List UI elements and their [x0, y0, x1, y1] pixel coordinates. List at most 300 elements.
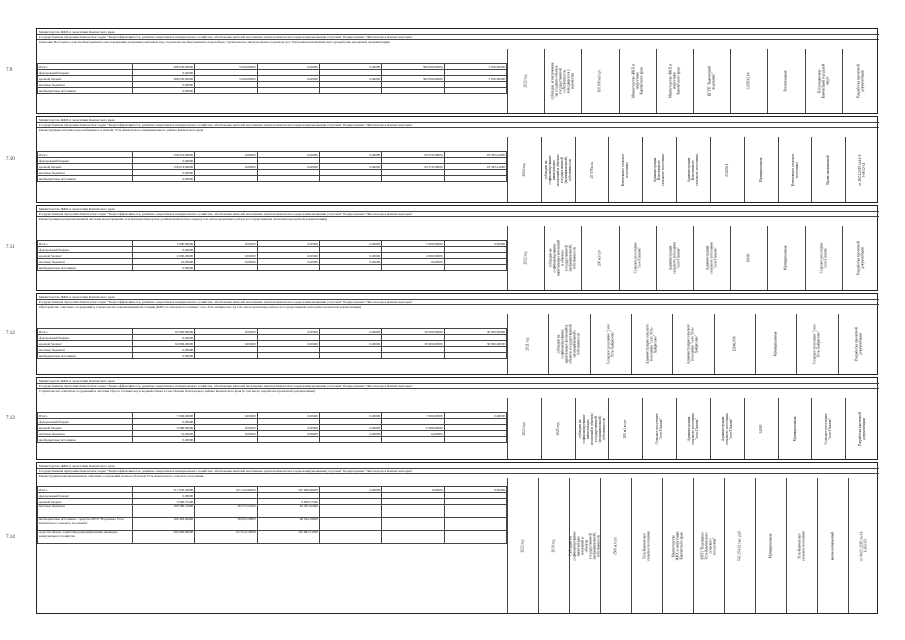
- fund-source-label: внебюджетные источники: [38, 437, 133, 443]
- attribute-cell: [744, 398, 778, 459]
- amount-cell: 300 000,00000: [382, 76, 444, 82]
- attribute-text: Муниципальная: [758, 157, 763, 182]
- ministry-line: Министерство ЖКХ и энергетики Камчатского края: [39, 464, 115, 468]
- fund-source-label: Итого: [38, 329, 133, 335]
- amount-cell: 308 050,00000: [132, 76, 194, 82]
- amount-cell: 308 050,00000: [132, 64, 194, 70]
- attribute-text: 200 м3 в сут: [623, 419, 628, 438]
- amount-cell: 5 000,00000: [195, 64, 257, 70]
- fund-source-label: Итого: [38, 64, 133, 70]
- attribute-text: 200 м3/сут: [597, 249, 602, 267]
- row-separator: [37, 304, 879, 305]
- amount-cell: [257, 437, 319, 443]
- attribute-cell: [541, 398, 575, 459]
- amount-cell: [444, 176, 506, 182]
- amount-cell: [319, 88, 381, 94]
- attribute-text: Сельское поселение "село Пахачи": [633, 242, 642, 274]
- attribute-cell: [710, 398, 744, 459]
- amount-cell: [444, 505, 506, 518]
- amount-cell: [257, 265, 319, 271]
- attribute-text: Администрация Ключевского сельского поселения: [653, 153, 666, 186]
- attribute-text: 3309542,04: [746, 72, 751, 90]
- amount-cell: 3 050,00000: [444, 64, 506, 70]
- attribute-text: от 04.03.2019 № 41-1-262-19: [859, 530, 868, 561]
- attribute-cell: [845, 398, 879, 459]
- attribute-text: Петропавловск-Камчатский городской округ: [817, 63, 830, 99]
- project-description: Строительство очистных сооружений и системы сброса сточных вод в водный объект в селе Пахачи Олюторского района Камчатского края (в том числе разработка проектной документации): [39, 389, 316, 393]
- attribute-text: Муниципальная: [773, 331, 778, 357]
- attribute-text: 34000: [758, 424, 763, 433]
- attribute-text: Администрация сельского поселения "село Усть-Хайрюзово": [686, 323, 699, 365]
- amount-cell: 30 000,00000: [382, 341, 444, 347]
- amount-cell: [319, 265, 381, 271]
- table-row: [38, 505, 507, 518]
- amount-cell: 60 000,00000: [132, 329, 194, 335]
- fund-source-label: внебюджетные источники - средства МУП "Водоканал Усть-Камчатского сельского поселения": [38, 518, 133, 531]
- attribute-cell: [796, 314, 837, 374]
- attribute-text: Администрация сельского поселения "село Пахачи": [686, 412, 699, 445]
- attribute-text: Разработка проектной документации: [856, 241, 865, 275]
- amount-cell: 0,00000: [132, 437, 194, 443]
- row-separator: [37, 34, 879, 35]
- attribute-cell: [656, 49, 693, 113]
- attribute-text: Сельское поселение "село Усть-Хайрюзово": [606, 323, 615, 365]
- table-row: [38, 265, 507, 271]
- amount-cell: 0,00000: [257, 76, 319, 82]
- amount-cell: 0,00000: [257, 64, 319, 70]
- attribute-text: 2025 год: [555, 422, 560, 435]
- fund-source-label: местные бюджеты: [38, 170, 133, 176]
- amount-cell: 10,00000: [132, 259, 194, 265]
- attribute-cell: [842, 226, 879, 290]
- attribute-cell: [805, 49, 842, 113]
- amount-cell: 9 966,37200: [257, 499, 319, 505]
- amount-cell: [319, 505, 381, 518]
- ministry-line: Министерство ЖКХ и энергетики Камчатского края: [39, 118, 115, 122]
- amount-cell: [444, 88, 506, 94]
- amount-cell: 0,00000: [319, 341, 381, 347]
- fund-source-label: Итого: [38, 413, 133, 419]
- attribute-cell: [730, 49, 767, 113]
- amount-cell: [195, 353, 257, 359]
- amount-cell: 0,00000: [444, 413, 506, 419]
- amount-cell: 0,00000: [132, 170, 194, 176]
- attribute-cell: [767, 49, 804, 113]
- project-block: [36, 293, 878, 375]
- fund-source-label: местные бюджеты: [38, 505, 133, 518]
- attribute-cell: [507, 314, 548, 374]
- attribute-cell: [619, 49, 656, 113]
- amount-cell: 106 483,49400: [132, 518, 194, 531]
- amount-cell: 0,00000: [444, 241, 506, 247]
- attribute-text: Усть-Камчатское сельское поселение: [642, 530, 651, 561]
- row-separator: [37, 39, 879, 40]
- amount-cell: 0,00000: [195, 241, 257, 247]
- amount-cell: [319, 518, 381, 531]
- table-row: [38, 88, 507, 94]
- amount-cell: 5 000,00000: [195, 76, 257, 82]
- attribute-text: Министерство ЖКХ и энергетики Камчатского края: [671, 531, 684, 560]
- program-line: Государственная программа Камчатского края "Энергоэффективность, развитие энергетики и коммунального хозяйства, обеспечение жителей населенных пунктов Камчатского края коммунальными услугами" Подпрограмма "Чистая вода в Камчатском крае": [39, 212, 413, 216]
- amount-cell: 30 000,00000: [382, 329, 444, 335]
- row-separator: [37, 127, 879, 128]
- attribute-text: вновь начинаемый: [830, 531, 835, 560]
- amount-cell: 10,00000: [382, 259, 444, 265]
- amount-cell: [195, 176, 257, 182]
- amount-cell: 158 674,99000: [132, 152, 194, 158]
- amount-cell: [319, 176, 381, 182]
- fund-source-label: краевой бюджет: [38, 164, 133, 170]
- attribute-cell: [838, 314, 879, 374]
- amount-cell: 0,00000: [132, 247, 194, 253]
- amount-cell: 0,00000: [319, 241, 381, 247]
- amount-cell: 0,00000: [257, 341, 319, 347]
- attribute-cell: [656, 226, 693, 290]
- amount-cell: 0,00000: [257, 413, 319, 419]
- attribute-text: Администрация сельского поселения "село Пахачи": [705, 242, 718, 274]
- attribute-text: 100 000 м3/сут: [597, 69, 602, 93]
- amount-cell: 9 966,37200: [132, 499, 194, 505]
- ministry-line: Министерство ЖКХ и энергетики Камчатского края: [39, 207, 115, 211]
- amount-cell: 7 000,00000: [132, 413, 194, 419]
- fund-source-label: федеральный бюджет: [38, 247, 133, 253]
- attribute-cell: [817, 478, 848, 613]
- amount-cell: 60 000,00000: [132, 341, 194, 347]
- amount-cell: [382, 518, 444, 531]
- attribute-cell: [507, 226, 544, 290]
- program-line: Государственная программа Камчатского края "Энергоэффективность, развитие энергетики и коммунального хозяйства, обеспечение жителей населенных пунктов Камчатского края коммунальными услугами" Подпрограмма "Чистая вода в Камчатском крае": [39, 300, 413, 304]
- amount-cell: 14,00000: [382, 431, 444, 437]
- amount-cell: 100 580,72000: [132, 505, 194, 518]
- amount-cell: 0,00000: [382, 487, 444, 493]
- amount-cell: [382, 176, 444, 182]
- attribute-text: Ключевское сельское поселение: [790, 153, 799, 186]
- attribute-cell: [842, 49, 879, 113]
- amount-cell: [319, 353, 381, 359]
- attribute-text: Администрация сельского поселения "село Пахачи": [720, 412, 733, 445]
- attribute-cell: [767, 226, 804, 290]
- attribute-text: Министерство ЖКХ и энергетики Камчатского края: [668, 63, 681, 99]
- fund-source-label: краевой бюджет: [38, 253, 133, 259]
- amount-cell: 0,00000: [195, 259, 257, 265]
- attribute-cell: [608, 398, 642, 459]
- amount-cell: 0,00000: [257, 253, 319, 259]
- attribute-text: Разработка проектной документации: [858, 411, 867, 446]
- fund-source-label: внебюджетные источники: [38, 265, 133, 271]
- amount-cell: 93 595,41000: [444, 152, 506, 158]
- program-line: Государственная программа Камчатского края "Энергоэффективность, развитие энергетики и коммунального хозяйства, обеспечение жителей населенных пунктов Камчатского края коммунальными услугами" Подпрограмма "Чистая вода в Камчатском крае": [39, 35, 413, 39]
- attribute-cell: [710, 137, 744, 202]
- amount-cell: 0,00000: [319, 152, 381, 158]
- attribute-text: Усть-Камчатское сельское поселение: [797, 530, 806, 561]
- row-separator: [37, 468, 879, 469]
- attribute-cell: [778, 398, 812, 459]
- attribute-cell: [693, 478, 724, 613]
- attribute-cell: [724, 478, 755, 613]
- attribute-cell: [786, 478, 817, 613]
- amount-cell: 0,00000: [257, 329, 319, 335]
- attribute-text: 2022 год: [523, 251, 528, 265]
- attribute-cell: [672, 314, 713, 374]
- amount-cell: 5 000,00000: [382, 241, 444, 247]
- amount-cell: 0,00000: [132, 493, 194, 499]
- fund-source-label: краевой бюджет: [38, 341, 133, 347]
- attribute-text: субсидии на софинансирование капитальных вложений в объекты государственной (муниципальной) собственности: [556, 324, 581, 364]
- financing-table: [37, 328, 507, 359]
- attribute-cell: [811, 137, 845, 202]
- amount-cell: 517 030,58200: [132, 487, 194, 493]
- document-page: [6, 28, 878, 618]
- amount-cell: 4 990,00000: [382, 253, 444, 259]
- attribute-text: Муниципальная: [768, 533, 773, 558]
- row-separator: [37, 388, 879, 389]
- attribute-cell: [507, 137, 541, 202]
- amount-cell: 0,00000: [132, 176, 194, 182]
- fund-source-label: краевой бюджет: [38, 425, 133, 431]
- attribute-cell: [693, 226, 730, 290]
- fund-source-label: федеральный бюджет: [38, 70, 133, 76]
- amount-cell: [444, 437, 506, 443]
- amount-cell: 0,00000: [132, 82, 194, 88]
- attribute-text: Сельское поселение "село Пахачи": [824, 413, 833, 444]
- attribute-cell: [569, 478, 600, 613]
- amount-cell: 158 674,99000: [132, 164, 194, 170]
- ministry-line: Министерство ЖКХ и энергетики Камчатского края: [39, 379, 115, 383]
- fund-source-label: федеральный бюджет: [38, 419, 133, 425]
- attribute-text: Министерство ЖКХ и энергетики Камчатского края: [631, 63, 644, 99]
- attribute-text: 2021 год: [525, 337, 530, 351]
- row-number: 7.9: [6, 68, 13, 73]
- attribute-text: Муниципальная: [792, 416, 797, 441]
- attribute-text: Региональная: [783, 70, 788, 92]
- table-row: [38, 518, 507, 531]
- attribute-text: 2022 год: [520, 539, 525, 552]
- amount-cell: 0,00000: [195, 425, 257, 431]
- amount-cell: 0,00000: [319, 425, 381, 431]
- attribute-text: субсидии на софинансирование капитальных вложений в объекты государственной (муниципальной) собственности: [548, 240, 577, 276]
- attribute-cell: [693, 49, 730, 113]
- row-number: 7.11: [6, 245, 15, 250]
- program-line: Государственная программа Камчатского края "Энергоэффективность, развитие энергетики и коммунального хозяйства, обеспечение жителей населенных пунктов Камчатского края коммунальными услугами" Подпрограмма "Чистая вода в Камчатском крае": [39, 123, 413, 127]
- amount-cell: 0,00000: [257, 431, 319, 437]
- amount-cell: 0,00000: [319, 329, 381, 335]
- attribute-cell: [541, 137, 575, 202]
- fund-source-label: краевой бюджет: [38, 499, 133, 505]
- amount-cell: 0,00000: [319, 76, 381, 82]
- attribute-text: Муниципальная: [783, 245, 788, 271]
- attribute-cell: [619, 226, 656, 290]
- amount-cell: 30 000,00000: [444, 329, 506, 335]
- program-line: Государственная программа Камчатского края "Энергоэффективность, развитие энергетики и коммунального хозяйства, обеспечение жителей населенных пунктов Камчатского края коммунальными услугами" Подпрограмма "Чистая вода в Камчатском крае": [39, 469, 413, 473]
- amount-cell: 0,00000: [257, 425, 319, 431]
- attribute-cell: [538, 478, 569, 613]
- fund-source-label: внебюджетные источники: [38, 88, 133, 94]
- attribute-text: Администрация Ключевского сельского поселения: [686, 153, 699, 186]
- amount-cell: 68 394,18600: [257, 518, 319, 531]
- amount-cell: 325 686,60000: [257, 487, 319, 493]
- amount-cell: 0,00000: [319, 259, 381, 265]
- amount-cell: [382, 353, 444, 359]
- program-line: Государственная программа Камчатского края "Энергоэффективность, развитие энергетики и коммунального хозяйства, обеспечение жителей населенных пунктов Камчатского края коммунальными услугами" Подпрограмма "Чистая вода в Камчатском крае": [39, 384, 413, 388]
- row-separator: [37, 122, 879, 123]
- amount-cell: [382, 88, 444, 94]
- attribute-text: 12646,006: [732, 336, 737, 352]
- amount-cell: [382, 531, 444, 544]
- project-description: Реконструкция централизованной системы водоотведения села Пахачи Олюторского района Камчатского края (в том числе проектные работы и государственная экспертиза проектной документации): [39, 217, 328, 221]
- attribute-cell: [778, 137, 812, 202]
- attribute-text: МУП "Водоканал Усть-Камчатского сельского поселения": [700, 531, 717, 560]
- amount-cell: 0,00000: [257, 164, 319, 170]
- attribute-cell: [714, 314, 755, 374]
- project-description: Обустройство очистных сооружений и строительство канализационной станции (КНС) в сельском поселении "село Усть-Хайрюзово" (в том числе проектные работы и государственная экспертиза проектной документации): [39, 305, 362, 309]
- amount-cell: 6 986,00000: [132, 425, 194, 431]
- attribute-cell: [631, 478, 662, 613]
- amount-cell: [444, 518, 506, 531]
- attribute-text: Сельское поселение "село Пахачи": [655, 413, 664, 444]
- amount-cell: 7 000,00000: [382, 413, 444, 419]
- attribute-cell: [845, 137, 879, 202]
- amount-cell: 0,00000: [444, 487, 506, 493]
- attribute-cell: [755, 478, 786, 613]
- attribute-text: 19000: [746, 253, 751, 263]
- attribute-cell: [805, 226, 842, 290]
- attribute-cell: [600, 478, 631, 613]
- attribute-cell: [848, 478, 879, 613]
- attribute-text: от 28.01.2019 №41-1-5-0032-11: [858, 153, 867, 186]
- attribute-cell: [811, 398, 845, 459]
- amount-cell: [382, 265, 444, 271]
- attribute-cell: [744, 137, 778, 202]
- attribute-cell: [544, 49, 581, 113]
- project-block: [36, 116, 878, 203]
- amount-cell: 0,00000: [195, 431, 257, 437]
- attribute-text: 2022 год: [523, 74, 528, 88]
- attribute-text: Вновь начинаемый: [826, 154, 831, 185]
- attribute-text: Администрация сельского поселения "село Усть-Хайрюзово": [645, 323, 658, 365]
- amount-cell: 65 079,58000: [382, 164, 444, 170]
- amount-cell: [195, 437, 257, 443]
- ministry-line: Министерство ЖКХ и энергетики Камчатского края: [39, 295, 115, 299]
- amount-cell: 0,00000: [319, 487, 381, 493]
- amount-cell: 14,00000: [132, 431, 194, 437]
- row-number: 7.13: [6, 415, 15, 421]
- amount-cell: 0,00000: [132, 265, 194, 271]
- attribute-cell: [575, 137, 609, 202]
- attribute-text: субсидии на софинансирование капитальных вложений в объекты государственной (муниципальной) собственности: [577, 412, 606, 445]
- fund-source-label: Итого: [38, 152, 133, 158]
- amount-cell: 30 000,00000: [444, 341, 506, 347]
- financing-table: [37, 151, 507, 182]
- amount-cell: [195, 265, 257, 271]
- amount-cell: 38 083,29800: [195, 518, 257, 531]
- fund-source-label: внебюджетные источники: [38, 353, 133, 359]
- attribute-cell: [507, 49, 544, 113]
- fund-source-label: Итого: [38, 241, 133, 247]
- row-separator: [37, 211, 879, 212]
- amount-cell: 64 305,20400: [257, 505, 319, 518]
- amount-cell: 191 343,98200: [195, 487, 257, 493]
- attribute-text: Разработка проектной документации: [856, 64, 865, 98]
- row-separator: [37, 216, 879, 217]
- row-number: 7.14: [6, 535, 15, 540]
- attribute-cell: [581, 49, 618, 113]
- attribute-text: 1500 м3/сут: [613, 536, 618, 555]
- amount-cell: 0,00000: [257, 152, 319, 158]
- amount-cell: 0,00000: [132, 347, 194, 353]
- amount-cell: [319, 531, 381, 544]
- row-separator: [37, 473, 879, 474]
- project-description: Освоение Восточного участка Быстринского месторождения подземных питьевых вод, строительство Быстринского водозабора, строительство магистрального водовода до г. Петропавловск-Камчатского (разработка проектной документации): [39, 40, 390, 44]
- project-block: [36, 462, 878, 614]
- row-separator: [37, 299, 879, 300]
- attribute-text: 234306,1: [724, 162, 729, 177]
- row-separator: [37, 383, 879, 384]
- row-number: 7.10: [6, 156, 15, 162]
- table-row: [38, 353, 507, 359]
- project-description: Реконструкция канализационных очистных сооружений на мысе Потохом Усть-Камчатского сельского поселения: [39, 474, 204, 478]
- amount-cell: 65 079,58000: [382, 152, 444, 158]
- amount-cell: [319, 437, 381, 443]
- amount-cell: 0,00000: [319, 431, 381, 437]
- amount-cell: [257, 176, 319, 182]
- attribute-text: 2039 год: [551, 539, 556, 552]
- amount-cell: 0,00000: [132, 158, 194, 164]
- fund-source-label: местные бюджеты: [38, 347, 133, 353]
- amount-cell: 300 000,00000: [132, 531, 194, 544]
- amount-cell: 0,00000: [195, 341, 257, 347]
- fund-source-label: внебюджетные источники: [38, 176, 133, 182]
- attribute-cell: [548, 314, 589, 374]
- amount-cell: 0,00000: [132, 88, 194, 94]
- project-block: [36, 377, 878, 460]
- attribute-cell: [590, 314, 631, 374]
- attribute-text: Разработка проектной документации: [854, 327, 863, 361]
- fund-source-label: федеральный бюджет: [38, 335, 133, 341]
- table-row: [38, 437, 507, 443]
- table-row: [38, 176, 507, 182]
- amount-cell: 3 050,00000: [444, 76, 506, 82]
- attribute-text: Ключевское сельское поселение: [621, 153, 630, 186]
- amount-cell: 0,00000: [132, 419, 194, 425]
- attribute-cell: [507, 398, 541, 459]
- fund-source-label: местные бюджеты: [38, 82, 133, 88]
- attribute-text: 543 354,02 тыс. руб: [737, 530, 742, 561]
- amount-cell: [444, 531, 506, 544]
- financing-table: [37, 63, 507, 94]
- amount-cell: [444, 353, 506, 359]
- project-block: [36, 205, 878, 291]
- amount-cell: 0,00000: [319, 253, 381, 259]
- amount-cell: 0,00000: [319, 413, 381, 419]
- amount-cell: 6 986,00000: [382, 425, 444, 431]
- attribute-text: субсидии на софинансирование капитальных вложений в объекты государственной (муниципальной) собственности: [543, 153, 572, 186]
- attribute-cell: [676, 398, 710, 459]
- financing-table: [37, 412, 507, 443]
- attribute-text: 2024 год: [521, 163, 526, 176]
- amount-cell: [195, 88, 257, 94]
- amount-cell: 0,00000: [132, 70, 194, 76]
- financing-table: [37, 486, 507, 544]
- amount-cell: 93 595,41000: [444, 164, 506, 170]
- amount-cell: 0,00000: [257, 259, 319, 265]
- attribute-cell: [581, 226, 618, 290]
- attribute-text: 2023 год: [521, 422, 526, 435]
- amount-cell: 36 275,52200: [195, 505, 257, 518]
- amount-cell: 0,00000: [195, 152, 257, 158]
- amount-cell: [382, 437, 444, 443]
- project-block: [36, 28, 878, 114]
- fund-source-label: местные бюджеты: [38, 259, 133, 265]
